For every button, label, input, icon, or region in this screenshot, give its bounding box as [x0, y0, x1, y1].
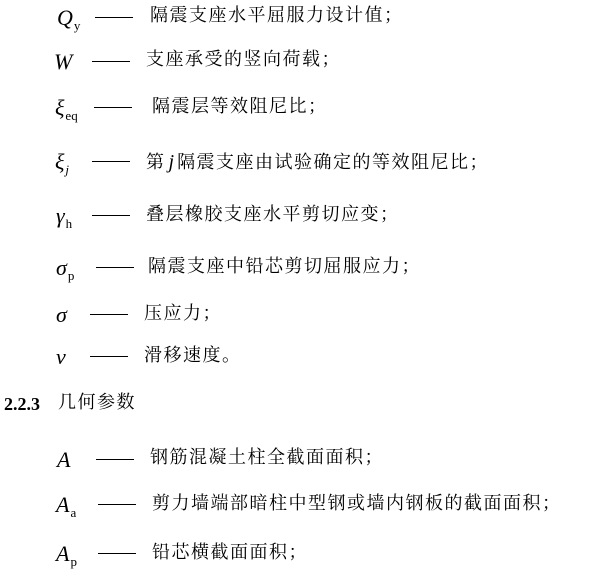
description: 隔震支座中铅芯剪切屈服应力；	[148, 256, 421, 277]
symbol: $\gamma_h$	[56, 203, 73, 231]
symbol-row-qy	[0, 0, 612, 40]
symbol: $\xi_j$	[55, 149, 70, 177]
dash-line	[95, 17, 133, 18]
dash-line	[90, 356, 128, 357]
dash-line	[98, 553, 136, 554]
symbol: $\sigma_p$	[56, 255, 75, 283]
description: 隔震支座水平屈服力设计值；	[150, 5, 404, 26]
symbol: W	[54, 49, 73, 74]
symbol: σ	[56, 302, 67, 327]
symbol-row-xi-j	[0, 146, 612, 186]
symbol: v	[56, 344, 66, 369]
section-heading	[0, 388, 612, 428]
symbol-row-w	[0, 46, 612, 86]
symbol-row-sigma	[0, 298, 612, 338]
dash-line	[96, 267, 134, 268]
dash-line	[92, 61, 130, 62]
symbol-row-xi-eq	[0, 92, 612, 132]
description: 钢筋混凝土柱全截面面积；	[150, 447, 384, 468]
symbol-row-gamma-h	[0, 200, 612, 240]
description: 叠层橡胶支座水平剪切应变；	[146, 204, 400, 225]
dash-line	[90, 314, 128, 315]
description: 压应力；	[144, 303, 222, 324]
symbol-row-a-a	[0, 488, 612, 528]
section-title: 几何参数	[58, 392, 136, 413]
dash-line	[96, 459, 134, 460]
symbol: $Q_y$	[57, 5, 81, 33]
description: 第 j 隔震支座由试验确定的等效阻尼比；	[146, 151, 490, 173]
description: 剪力墙端部暗柱中型钢或墙内钢板的截面面积；	[152, 493, 562, 514]
dash-line	[92, 215, 130, 216]
description: 支座承受的竖向荷载；	[146, 49, 341, 70]
description: 铅芯横截面面积；	[152, 542, 308, 563]
symbol-row-a	[0, 442, 612, 482]
section-number: 2.2.3	[4, 394, 40, 414]
description: 隔震层等效阻尼比；	[152, 96, 328, 117]
symbol-row-v	[0, 341, 612, 381]
symbol-row-sigma-p	[0, 252, 612, 292]
dash-line	[94, 107, 132, 108]
dash-line	[98, 504, 136, 505]
symbol: $\xi_{eq}$	[55, 95, 78, 123]
symbol: $A_a$	[56, 492, 77, 520]
symbol-row-a-p	[0, 536, 612, 576]
symbol: A	[57, 447, 71, 472]
symbol: $A_p$	[56, 541, 77, 569]
description: 滑移速度。	[144, 345, 242, 366]
dash-line	[92, 161, 130, 162]
